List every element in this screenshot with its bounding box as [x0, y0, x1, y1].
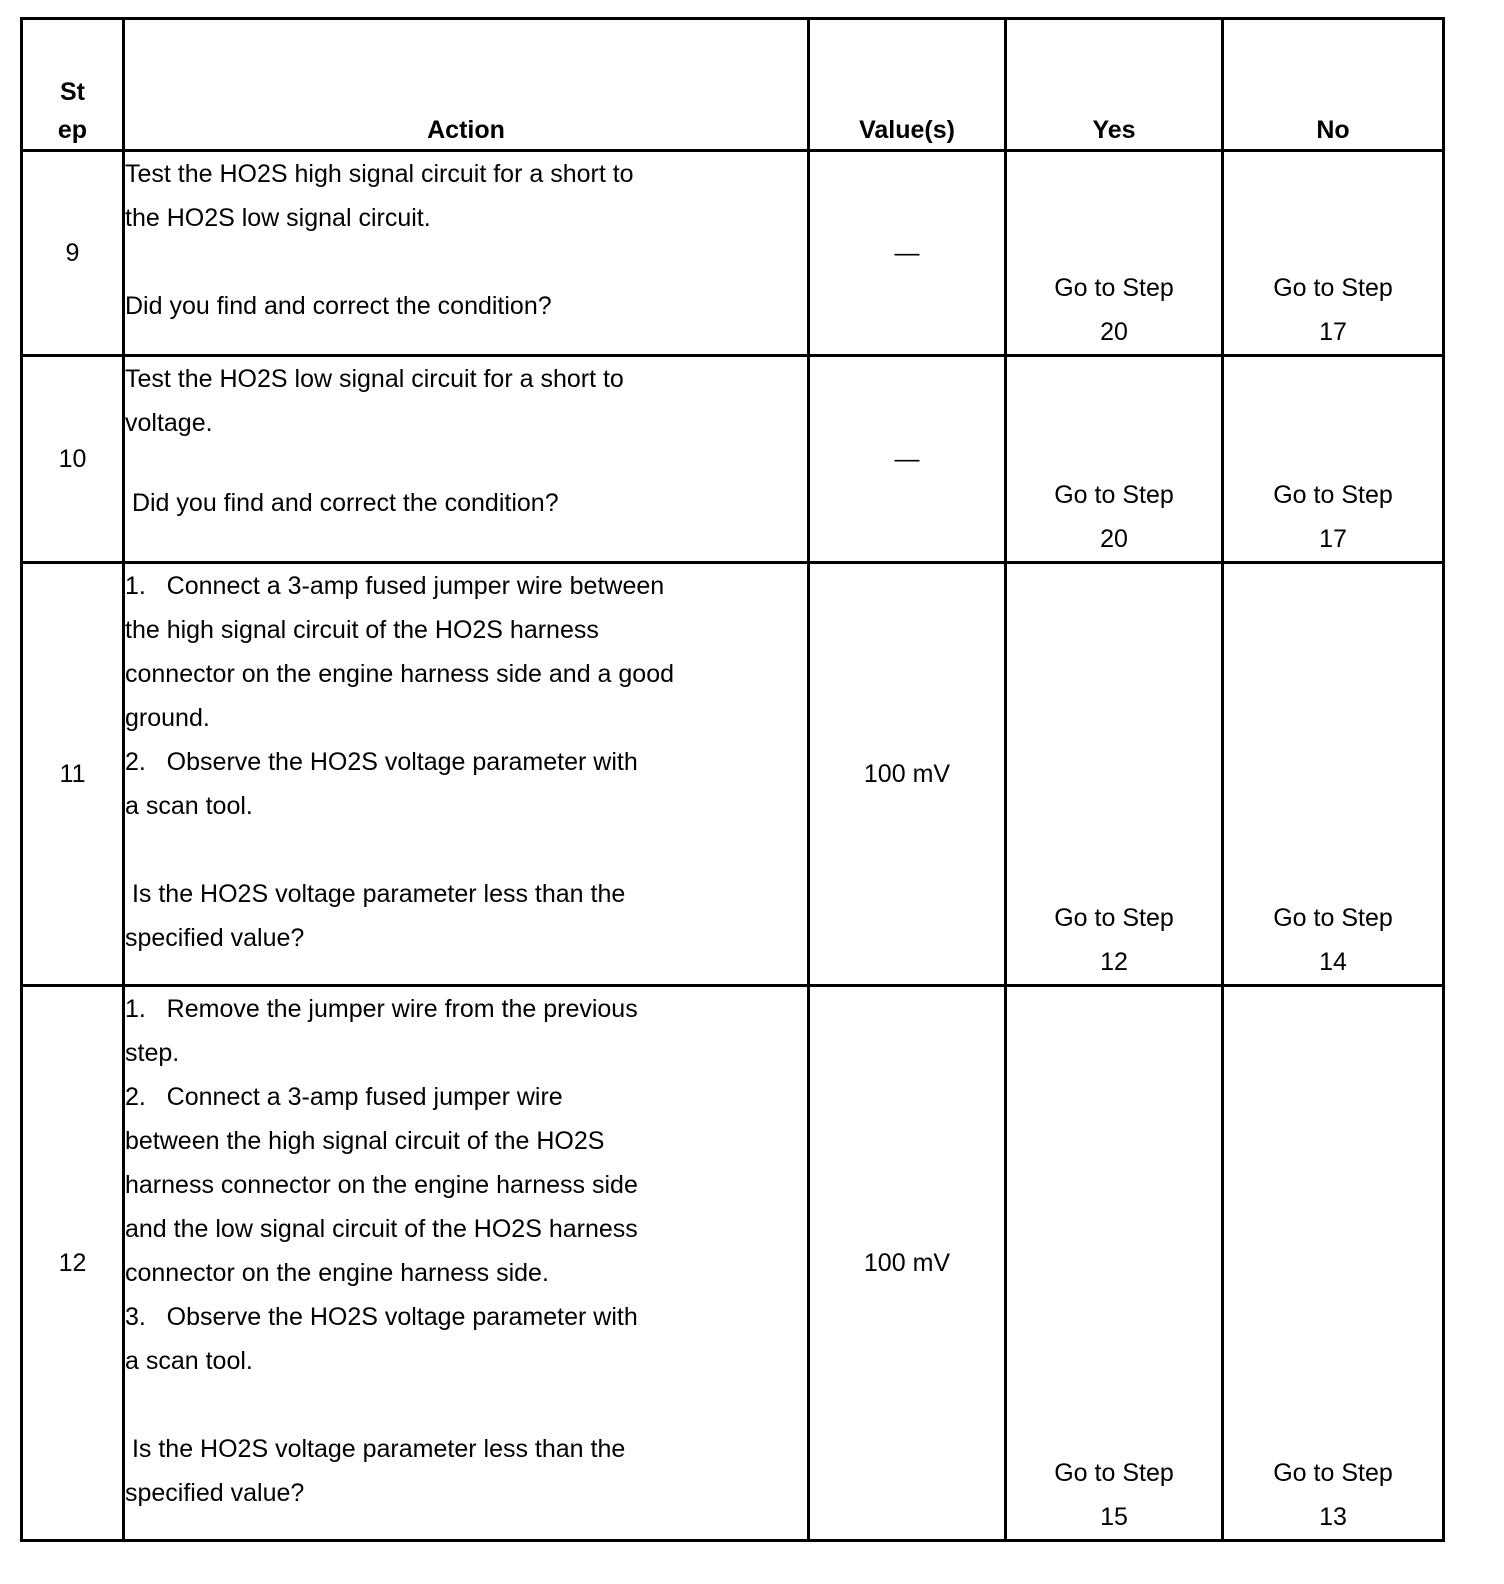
no-label: Go to Step [1273, 274, 1393, 302]
action-cell [124, 356, 809, 563]
header-step-line1: St [60, 78, 85, 106]
table-row [22, 151, 1444, 356]
no-cell [1223, 563, 1444, 986]
action-line: harness connector on the engine harness side [125, 1171, 638, 1199]
action-line: 1. Remove the jumper wire from the previous [125, 995, 638, 1023]
step-number: 10 [22, 356, 124, 563]
no-label: Go to Step [1273, 1459, 1393, 1487]
table-row [22, 356, 1444, 563]
action-line: the high signal circuit of the HO2S harness [125, 616, 599, 644]
yes-target: 12 [1100, 948, 1128, 976]
value-cell: — [809, 356, 1006, 563]
action-line: a scan tool. [125, 1347, 253, 1375]
header-step [22, 19, 124, 151]
no-cell [1223, 986, 1444, 1541]
action-question: Is the HO2S voltage parameter less than the [125, 1435, 626, 1463]
yes-label: Go to Step [1054, 481, 1174, 509]
action-line: step. [125, 1039, 180, 1067]
action-question: Did you find and correct the condition? [125, 489, 559, 517]
action-line: connector on the engine harness side. [125, 1259, 549, 1287]
value-cell: 100 mV [809, 986, 1006, 1541]
action-question: specified value? [125, 1479, 305, 1507]
yes-cell [1006, 356, 1223, 563]
yes-target: 15 [1100, 1503, 1128, 1531]
yes-cell [1006, 986, 1223, 1541]
action-line: 2. Observe the HO2S voltage parameter with [125, 748, 638, 776]
action-line: the HO2S low signal circuit. [125, 204, 431, 232]
yes-cell [1006, 151, 1223, 356]
header-yes: Yes [1006, 19, 1223, 151]
no-target: 13 [1319, 1503, 1347, 1531]
action-cell [124, 151, 809, 356]
action-line: 2. Connect a 3-amp fused jumper wire [125, 1083, 563, 1111]
table-row [22, 986, 1444, 1541]
yes-label: Go to Step [1054, 1459, 1174, 1487]
header-action: Action [124, 19, 809, 151]
action-line: voltage. [125, 409, 213, 437]
action-line: 3. Observe the HO2S voltage parameter with [125, 1303, 638, 1331]
action-line: Test the HO2S high signal circuit for a short to [125, 160, 634, 188]
action-line: connector on the engine harness side and a good [125, 660, 675, 688]
action-question: Did you find and correct the condition? [125, 292, 552, 320]
action-question: Is the HO2S voltage parameter less than the [125, 880, 626, 908]
step-number: 9 [22, 151, 124, 356]
step-number: 12 [22, 986, 124, 1541]
no-target: 17 [1319, 525, 1347, 553]
action-line: between the high signal circuit of the HO2S [125, 1127, 605, 1155]
action-cell [124, 563, 809, 986]
yes-target: 20 [1100, 318, 1128, 346]
action-line: and the low signal circuit of the HO2S harness [125, 1215, 638, 1243]
no-cell [1223, 356, 1444, 563]
value-cell: — [809, 151, 1006, 356]
action-question: specified value? [125, 924, 305, 952]
yes-target: 20 [1100, 525, 1128, 553]
action-line: a scan tool. [125, 792, 253, 820]
header-no: No [1223, 19, 1444, 151]
diagnostic-table [20, 17, 1445, 1542]
no-target: 17 [1319, 318, 1347, 346]
action-line: ground. [125, 704, 210, 732]
no-cell [1223, 151, 1444, 356]
header-row [22, 19, 1444, 151]
yes-label: Go to Step [1054, 904, 1174, 932]
table-row [22, 563, 1444, 986]
no-target: 14 [1319, 948, 1347, 976]
action-cell [124, 986, 809, 1541]
action-line: 1. Connect a 3-amp fused jumper wire between [125, 572, 665, 600]
no-label: Go to Step [1273, 481, 1393, 509]
action-line: Test the HO2S low signal circuit for a short to [125, 365, 624, 393]
header-values: Value(s) [809, 19, 1006, 151]
step-number: 11 [22, 563, 124, 986]
yes-cell [1006, 563, 1223, 986]
header-step-line2: ep [57, 116, 88, 144]
no-label: Go to Step [1273, 904, 1393, 932]
value-cell: 100 mV [809, 563, 1006, 986]
yes-label: Go to Step [1054, 274, 1174, 302]
